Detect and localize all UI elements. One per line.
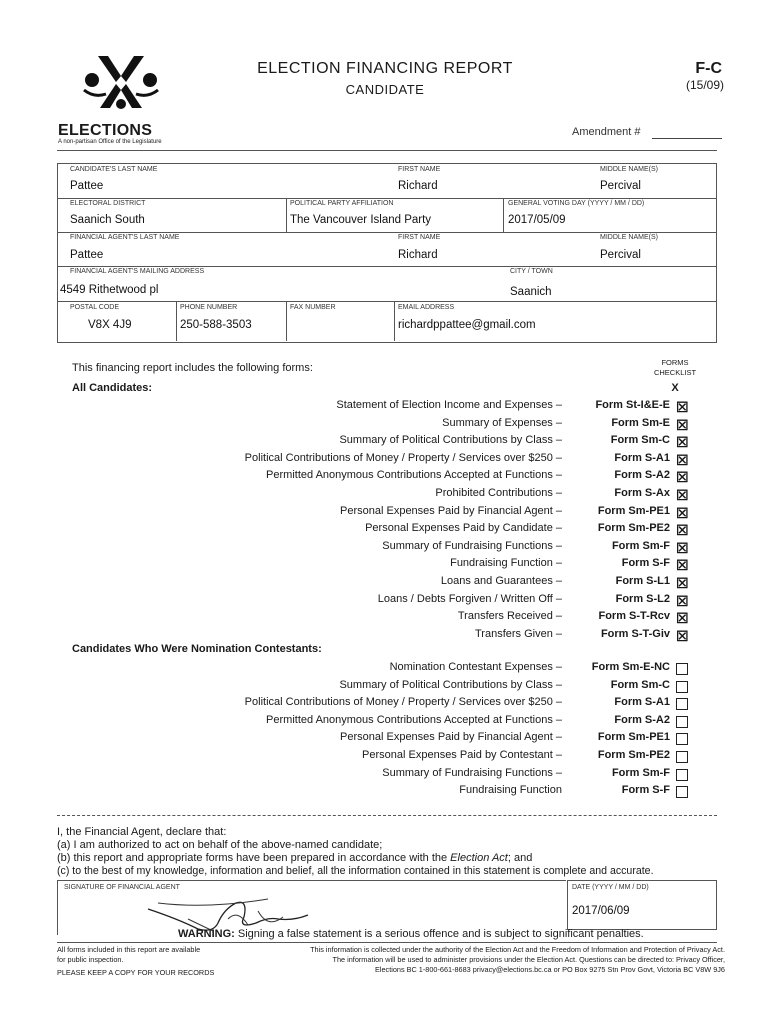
candidate-first-name-label: FIRST NAME — [398, 166, 441, 173]
grid-line — [57, 301, 717, 302]
checklist-header-line-1: FORMS — [661, 358, 689, 367]
all-candidates-row-description: Loans / Debts Forgiven / Written Off – — [377, 592, 562, 605]
all-candidates-row-description: Political Contributions of Money / Property / Services over $250 – — [244, 451, 562, 464]
agent-first-name-label: FIRST NAME — [398, 234, 441, 241]
all-candidates-row-form-code: Form Sm-E — [611, 416, 670, 429]
footer-left-3: PLEASE KEEP A COPY FOR YOUR RECORDS — [57, 968, 215, 977]
candidate-last-name-label: CANDIDATE'S LAST NAME — [70, 166, 158, 173]
nomination-row-checkbox[interactable] — [676, 698, 688, 710]
logo-wordmark: ELECTIONS — [58, 122, 153, 139]
declaration-b — [57, 852, 532, 864]
all-candidates-row-form-code: Form Sm-F — [611, 539, 670, 552]
nomination-row-description: Nomination Contestant Expenses – — [389, 661, 562, 673]
party-field[interactable]: The Vancouver Island Party — [290, 214, 432, 226]
all-candidates-row-checkbox[interactable]: ☒ — [676, 451, 689, 468]
all-candidates-row-checkbox[interactable]: ☒ — [676, 487, 689, 503]
candidate-middle-name-label: MIDDLE NAME(S) — [600, 166, 658, 173]
agent-city-label: CITY / TOWN — [510, 268, 553, 275]
all-candidates-row-form-code: Form St-I&E-E — [595, 399, 670, 411]
district-field[interactable]: Saanich South — [70, 214, 145, 226]
all-candidates-row-description: Summary of Expenses – — [442, 416, 562, 429]
grid-line — [57, 232, 717, 233]
agent-middle-name-label: MIDDLE NAME(S) — [600, 234, 658, 241]
section-divider — [57, 815, 717, 816]
all-candidates-row-checkbox[interactable]: ☒ — [676, 399, 689, 415]
all-candidates-row-form-code: Form Sm-PE1 — [597, 504, 670, 517]
declaration-c: (c) to the best of my knowledge, information and belief, all the information contained in this statement is complete and accurate. — [57, 865, 654, 877]
all-candidates-row-form-code: Form Sm-C — [610, 434, 670, 447]
all-candidates-row-description: Loans and Guarantees – — [440, 575, 562, 587]
all-candidates-row-checkbox[interactable]: ☒ — [676, 539, 689, 556]
grid-line — [57, 198, 717, 199]
all-candidates-row-checkbox[interactable]: ☒ — [676, 592, 689, 609]
header-divider — [57, 150, 717, 151]
all-candidates-row-form-code: Form S-L2 — [615, 592, 670, 605]
checklist-mark: X — [671, 382, 679, 394]
all-candidates-row-form-code: Form S-T-Rcv — [598, 610, 670, 623]
all-candidates-row-description: Personal Expenses Paid by Financial Agent – — [340, 504, 562, 517]
footer-divider — [57, 942, 717, 943]
agent-first-name-field[interactable]: Richard — [398, 249, 438, 261]
grid-line — [57, 266, 717, 267]
email-field[interactable]: richardppattee@gmail.com — [398, 319, 536, 331]
date-field[interactable]: 2017/06/09 — [572, 905, 630, 917]
signature-date-box — [567, 880, 717, 930]
nomination-row-checkbox[interactable] — [676, 751, 688, 763]
nomination-row-checkbox[interactable] — [676, 733, 688, 745]
agent-address-field[interactable]: 4549 Rithetwood pl — [60, 284, 159, 296]
amendment-label: Amendment # — [572, 126, 641, 138]
declaration-b-end: ; and — [507, 852, 533, 864]
grid-line — [286, 301, 287, 341]
postal-code-label: POSTAL CODE — [70, 304, 120, 311]
district-label: ELECTORAL DISTRICT — [70, 200, 146, 207]
postal-code-field[interactable]: V8X 4J9 — [88, 319, 132, 331]
phone-label: PHONE NUMBER — [180, 304, 238, 311]
all-candidates-row-form-code: Form S-F — [621, 557, 670, 570]
nomination-row-checkbox[interactable] — [676, 681, 688, 693]
all-candidates-row-description: Summary of Political Contributions by Class – — [339, 434, 562, 447]
declaration-a: (a) I am authorized to act on behalf of the above-named candidate; — [57, 839, 383, 851]
agent-last-name-label: FINANCIAL AGENT'S LAST NAME — [70, 234, 180, 241]
all-candidates-row-checkbox[interactable]: ☒ — [676, 469, 689, 486]
signature-box[interactable] — [57, 880, 566, 935]
grid-line — [176, 301, 177, 341]
all-candidates-row-checkbox[interactable]: ☒ — [676, 627, 689, 644]
all-candidates-row-form-code: Form Sm-PE2 — [597, 522, 670, 535]
form-code: F-C — [695, 60, 722, 77]
nomination-row-form-code: Form Sm-C — [610, 678, 670, 691]
nomination-row-description: Political Contributions of Money / Property / Services over $250 – — [244, 696, 562, 709]
nomination-row-checkbox[interactable] — [676, 786, 688, 798]
candidate-middle-name-field[interactable]: Percival — [600, 180, 641, 192]
amendment-field[interactable] — [652, 138, 722, 139]
party-label: POLITICAL PARTY AFFILIATION — [290, 200, 394, 207]
grid-line — [503, 198, 504, 232]
all-candidates-row-description: Transfers Received – — [457, 610, 562, 623]
all-candidates-row-checkbox[interactable]: ☒ — [676, 522, 689, 539]
warning-body: Signing a false statement is a serious offence and is subject to significant penalties. — [234, 928, 644, 940]
footer-left-2: for public inspection. — [57, 955, 124, 964]
form-revision: (15/09) — [685, 78, 724, 92]
forms-intro: This financing report includes the following forms: — [72, 362, 313, 374]
email-label: EMAIL ADDRESS — [398, 304, 455, 311]
all-candidates-row-checkbox[interactable]: ☒ — [676, 416, 689, 433]
all-candidates-row-description: Personal Expenses Paid by Candidate – — [365, 522, 562, 535]
nomination-row-description: Permitted Anonymous Contributions Accepted at Functions – — [266, 713, 562, 726]
all-candidates-row-checkbox[interactable]: ☒ — [676, 434, 689, 451]
grid-line — [394, 301, 395, 341]
agent-city-field[interactable]: Saanich — [510, 286, 552, 298]
nomination-row-description: Summary of Fundraising Functions – — [382, 766, 562, 779]
nomination-row-checkbox[interactable] — [676, 716, 688, 728]
all-candidates-row-checkbox[interactable]: ☒ — [676, 504, 689, 521]
nomination-row-description: Personal Expenses Paid by Financial Agent – — [340, 731, 562, 744]
declaration-b-text: (b) this report and appropriate forms have been prepared in accordance with the — [57, 852, 451, 864]
agent-middle-name-field[interactable]: Percival — [600, 249, 641, 261]
declaration-intro: I, the Financial Agent, declare that: — [57, 826, 227, 838]
checklist-header-line-2: CHECKLIST — [653, 368, 697, 377]
nomination-row-checkbox[interactable] — [676, 663, 688, 675]
nomination-row-checkbox[interactable] — [676, 769, 688, 781]
nomination-row-form-code: Form Sm-PE1 — [597, 731, 670, 744]
nomination-row-description: Summary of Political Contributions by Class – — [339, 678, 562, 691]
agent-last-name-field[interactable]: Pattee — [70, 249, 104, 261]
warning-text — [178, 928, 644, 940]
phone-field[interactable]: 250-588-3503 — [180, 319, 252, 331]
grid-line — [286, 198, 287, 232]
footer-right-2: The information will be used to administer provisions under the Election Act. Questions can be directed to: Privacy Officer, — [332, 955, 725, 964]
all-candidates-row-description: Statement of Election Income and Expenses – — [336, 399, 562, 411]
all-candidates-row-form-code: Form S-T-Giv — [600, 627, 670, 640]
footer-right-3: Elections BC 1-800-661-8683 privacy@elections.bc.ca or PO Box 9275 Stn Prov Govt, Victoria BC V8W 9J6 — [375, 965, 725, 974]
fax-label: FAX NUMBER — [290, 304, 336, 311]
nomination-row-form-code: Form S-A2 — [614, 713, 670, 726]
all-candidates-row-checkbox[interactable]: ☒ — [676, 557, 689, 574]
all-candidates-heading: All Candidates: — [72, 382, 153, 394]
signature-label: SIGNATURE OF FINANCIAL AGENT — [64, 884, 180, 891]
nomination-row-description: Fundraising Function — [459, 784, 562, 797]
nomination-row-form-code: Form Sm-PE2 — [597, 749, 670, 761]
all-candidates-row-description: Prohibited Contributions – — [435, 487, 562, 499]
page-title: ELECTION FINANCING REPORT — [257, 60, 513, 77]
all-candidates-row-description: Fundraising Function – — [450, 557, 562, 570]
footer-right-1: This information is collected under the authority of the Election Act and the Freedom of Information and Protection of Privacy Act. — [310, 945, 725, 954]
all-candidates-row-description: Summary of Fundraising Functions – — [382, 539, 562, 552]
warning-label: WARNING: — [178, 928, 235, 940]
voting-day-field[interactable]: 2017/05/09 — [508, 214, 566, 226]
nomination-row-form-code: Form Sm-F — [611, 766, 670, 779]
nomination-row-form-code: Form Sm-E-NC — [591, 661, 670, 673]
checklist-header — [650, 358, 700, 378]
all-candidates-row-form-code: Form S-L1 — [615, 575, 670, 587]
all-candidates-row-checkbox[interactable]: ☒ — [676, 575, 689, 591]
election-act-reference: Election Act — [450, 852, 508, 864]
all-candidates-row-form-code: Form S-Ax — [614, 487, 670, 499]
candidate-last-name-field[interactable]: Pattee — [70, 180, 104, 192]
all-candidates-row-checkbox[interactable]: ☒ — [676, 610, 689, 627]
agent-address-label: FINANCIAL AGENT'S MAILING ADDRESS — [70, 268, 205, 275]
date-label: DATE (YYYY / MM / DD) — [572, 884, 649, 891]
all-candidates-row-description: Permitted Anonymous Contributions Accepted at Functions – — [266, 469, 562, 482]
all-candidates-row-form-code: Form S-A2 — [614, 469, 670, 482]
nomination-heading: Candidates Who Were Nomination Contestants: — [72, 643, 322, 655]
all-candidates-row-description: Transfers Given – — [474, 627, 562, 640]
nomination-row-description: Personal Expenses Paid by Contestant – — [362, 749, 562, 761]
candidate-first-name-field[interactable]: Richard — [398, 180, 438, 192]
logo-tagline: A non-partisan Office of the Legislature — [58, 139, 162, 145]
voting-day-label: GENERAL VOTING DAY (YYYY / MM / DD) — [508, 200, 645, 207]
footer-left-1: All forms included in this report are available — [57, 945, 201, 954]
all-candidates-row-form-code: Form S-A1 — [614, 451, 670, 464]
nomination-row-form-code: Form S-F — [621, 784, 670, 797]
page-subtitle: CANDIDATE — [345, 82, 425, 97]
nomination-row-form-code: Form S-A1 — [614, 696, 670, 709]
